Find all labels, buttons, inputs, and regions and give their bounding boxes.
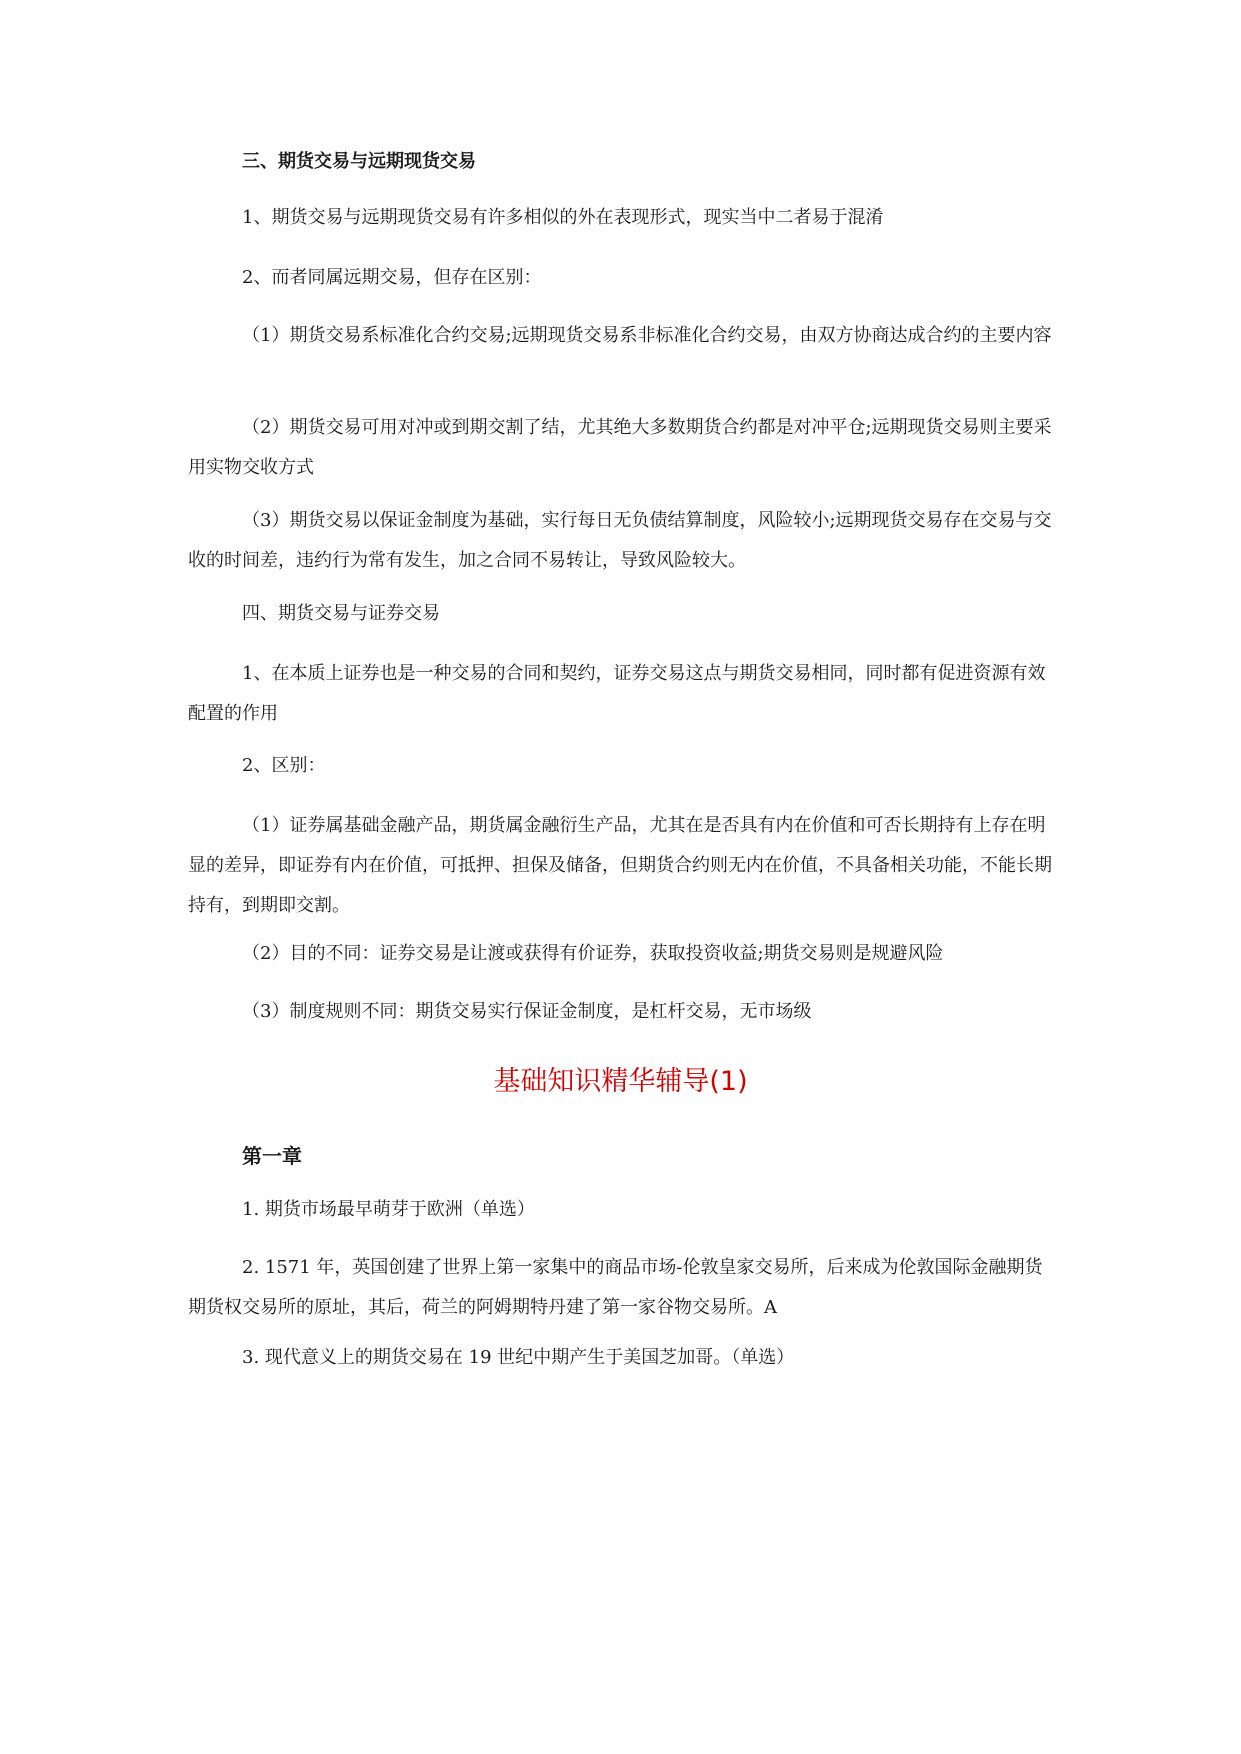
section-3-sub-2: （2）期货交易可用对冲或到期交割了结，尤其绝大多数期货合约都是对冲平仓;远期现货交易则主要采用实物交收方式 — [188, 417, 1052, 478]
section-3-heading: 三、期货交易与远期现货交易 — [242, 151, 476, 172]
section-4-sub-1: （1）证券属基础金融产品，期货属金融衍生产品，尤其在是否具有内在价值和可否长期持有上存在明显的差异，即证券有内在价值，可抵押、担保及储备，但期货合约则无内在价值，不具备相关功能，不能长期持有，到期即交割。 — [188, 815, 1052, 916]
section-3-item-2: 2、而者同属远期交易，但存在区别： — [242, 267, 542, 288]
section-4-sub-3: （3）制度规则不同：期货交易实行保证金制度，是杠杆交易，无市场级 — [242, 1001, 812, 1022]
section-3-sub-1: （1）期货交易系标准化合约交易;远期现货交易系非标准化合约交易，由双方协商达成合约的主要内容 — [242, 325, 1052, 346]
section-4-sub-2: （2）目的不同：证券交易是让渡或获得有价证券，获取投资收益;期货交易则是规避风险 — [242, 943, 944, 964]
section-4-heading: 四、期货交易与证券交易 — [242, 603, 440, 624]
section-3-item-1: 1、期货交易与远期现货交易有许多相似的外在表现形式，现实当中二者易于混淆 — [242, 207, 884, 228]
section-4-item-2: 2、区别： — [242, 755, 326, 776]
question-1: 1. 期货市场最早萌芽于欧洲（单选） — [242, 1199, 535, 1220]
question-2: 2. 1571 年，英国创建了世界上第一家集中的商品市场-伦敦皇家交易所，后来成为伦敦国际金融期货期货权交易所的原址，其后，荷兰的阿姆期特丹建了第一家谷物交易所。A — [188, 1257, 1043, 1318]
section-4-item-1: 1、在本质上证券也是一种交易的合同和契约，证券交易这点与期货交易相同，同时都有促进资源有效配置的作用 — [188, 663, 1046, 724]
guide-title: 基础知识精华辅导(1) — [493, 1066, 748, 1097]
section-3-sub-3: （3）期货交易以保证金制度为基础，实行每日无负债结算制度，风险较小;远期现货交易存在交易与交收的时间差，违约行为常有发生，加之合同不易转让，导致风险较大。 — [188, 510, 1052, 571]
chapter-heading: 第一章 — [242, 1144, 302, 1168]
question-3: 3. 现代意义上的期货交易在 19 世纪中期产生于美国芝加哥。（单选） — [242, 1347, 795, 1368]
